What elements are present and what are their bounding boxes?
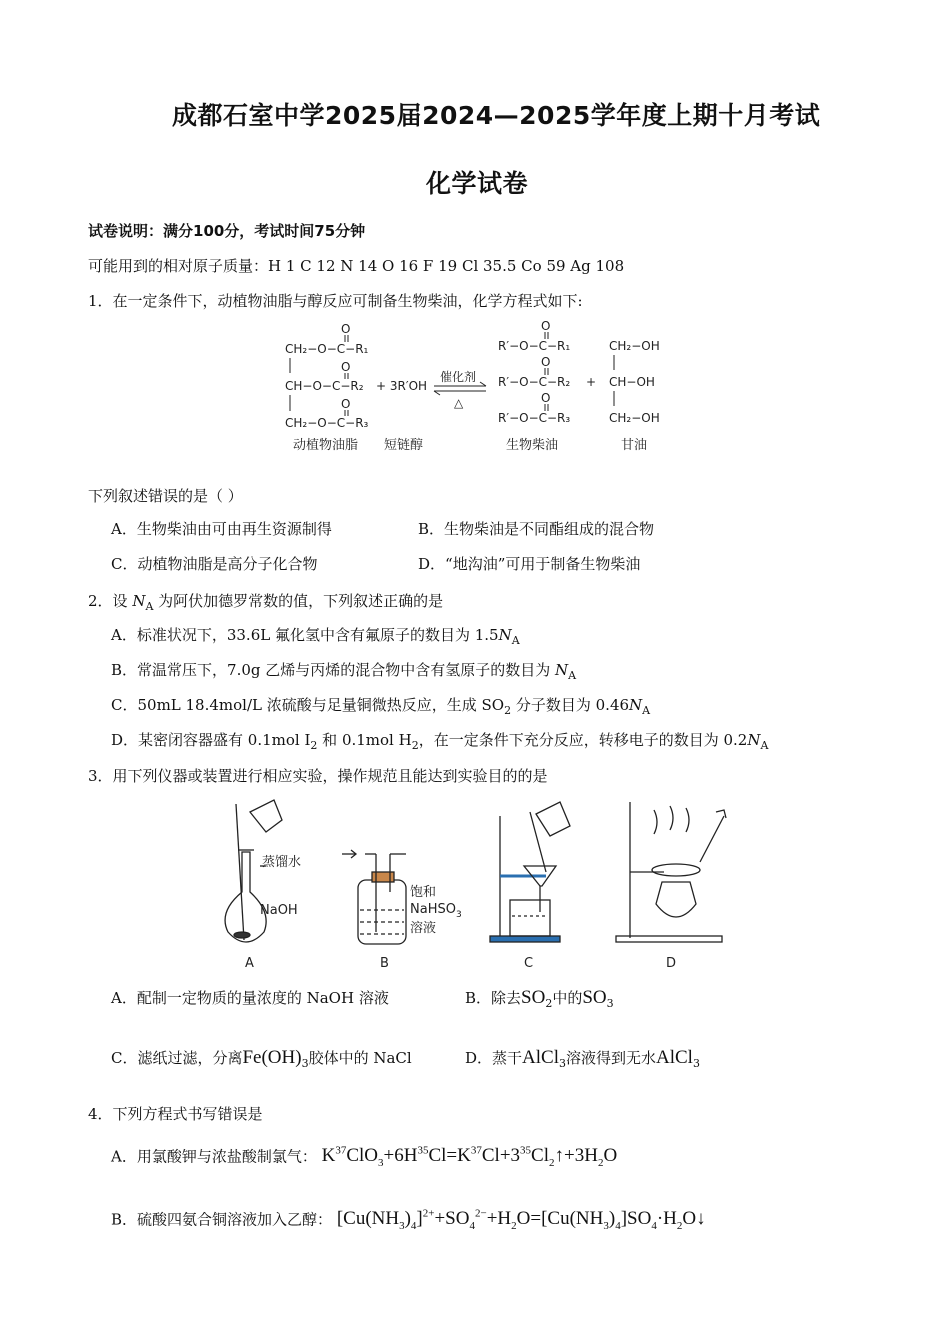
- fat-row2: CH−O−C−R₂: [285, 379, 364, 393]
- apparatus-d: [616, 802, 726, 942]
- q3-option-d[interactable]: D．蒸干AlCl$_3$溶液得到无水AlCl$_3$: [465, 1047, 700, 1070]
- fig-label-b: B: [380, 956, 389, 971]
- q1-stem: 1．在一定条件下，动植物油脂与醇反应可制备生物柴油，化学方程式如下:: [88, 292, 583, 310]
- q4-b-equation: $[Cu(NH_3)_4]^{2+}+SO_4^{2-}+H_2O=[Cu(NH_3)_4]SO_4\cdot H_2O↓$: [336, 1208, 706, 1233]
- q1-option-b[interactable]: B．生物柴油是不同酯组成的混合物: [418, 520, 655, 538]
- label-saturated: 饱和: [410, 885, 437, 900]
- bio-row3: R′−O−C−R₃: [498, 411, 571, 425]
- fig-label-c: C: [524, 956, 534, 971]
- exam-title: 成都石室中学2025届2024—2025学年度上期十月考试: [172, 101, 821, 130]
- label-naoh: NaOH: [260, 903, 298, 918]
- fig-label-a: A: [245, 956, 254, 971]
- q4-stem: 4．下列方程式书写错误是: [88, 1105, 263, 1123]
- alcohol-term: + 3R′OH: [376, 379, 428, 393]
- q4-a-equation: $K^{37}ClO_3+6H^{35}Cl=K^{37}Cl+3^{35}Cl_2↑+3H_2O$: [321, 1145, 618, 1170]
- q3-option-c[interactable]: C．滤纸过滤，分离$Fe(OH)_3$胶体中的 NaCl: [111, 1047, 412, 1070]
- gly-row2: CH−OH: [609, 375, 655, 389]
- q4-option-a[interactable]: A．用氯酸钾与浓盐酸制氯气： $K^{37}ClO_3+6H^{35}Cl=K^{37}Cl+3^{35}Cl_2↑+3H_2O$: [111, 1145, 618, 1170]
- heat-label: △: [454, 396, 464, 410]
- bio-row1: R′−O−C−R₁: [498, 339, 571, 353]
- apparatus-a: [225, 800, 282, 942]
- fat-row3: CH₂−O−C−R₃: [285, 416, 369, 430]
- q1-reaction-figure: [278, 318, 678, 458]
- q1-question: 下列叙述错误的是（ ）: [88, 487, 243, 505]
- q2-option-b[interactable]: B．常温常压下，7.0g 乙烯与丙烯的混合物中含有氢原子的数目为 $N_A$: [111, 661, 577, 682]
- bio-o3: O: [541, 391, 551, 405]
- label-nahso3: NaHSO$_3$: [410, 902, 462, 920]
- bio-o1: O: [541, 319, 551, 333]
- q2-option-c[interactable]: C．50mL 18.4mol/L 浓硫酸与足量铜微热反应，生成 $SO_2$ 分子数目为 $0.46N_A$: [111, 696, 651, 717]
- label-biodiesel: 生物柴油: [506, 438, 559, 453]
- q1-option-a[interactable]: A．生物柴油由可由再生资源制得: [111, 520, 332, 538]
- fat-row1: CH₂−O−C−R₁: [285, 342, 369, 356]
- apparatus-b: [342, 850, 406, 944]
- q3-option-b[interactable]: B．除去$SO_2$中的$SO_3$: [465, 987, 614, 1010]
- gly-row1: CH₂−OH: [609, 339, 660, 353]
- bio-o2: O: [541, 355, 551, 369]
- label-glycerol: 甘油: [621, 438, 648, 453]
- q3-option-a[interactable]: A．配制一定物质的量浓度的 NaOH 溶液: [111, 989, 389, 1007]
- q1-option-d[interactable]: D．“地沟油”可用于制备生物柴油: [418, 555, 641, 573]
- fat-o2: O: [341, 360, 351, 374]
- plus-sign: +: [586, 375, 597, 389]
- q2-option-a[interactable]: A．标准状况下，33.6L 氟化氢中含有氟原子的数目为 $1.5N_A$: [111, 626, 520, 647]
- label-solution: 溶液: [410, 921, 437, 936]
- q3-stem: 3．用下列仪器或装置进行相应实验，操作规范且能达到实验目的的是: [88, 767, 548, 785]
- q2-option-d[interactable]: D．某密闭容器盛有 0.1mol $I_2$ 和 0.1mol $H_2$，在一定条件下充分反应，转移电子的数目为 $0.2N_A$: [111, 731, 769, 752]
- bio-row2: R′−O−C−R₂: [498, 375, 571, 389]
- q4-option-b[interactable]: B．硫酸四氨合铜溶液加入乙醇： $[Cu(NH_3)_4]^{2+}+SO_4^{2-}+H_2O=[Cu(NH_3)_4]SO_4\cdot H_2O↓$: [111, 1208, 706, 1233]
- catalyst-label: 催化剂: [440, 370, 477, 384]
- fat-o1: O: [341, 322, 351, 336]
- exam-note: 试卷说明：满分100分，考试时间75分钟: [88, 222, 366, 240]
- fig-label-d: D: [666, 956, 677, 971]
- q2-stem: 2．设 $N_A$ 为阿伏加德罗常数的值，下列叙述正确的是: [88, 592, 444, 613]
- apparatus-c: [490, 802, 570, 942]
- exam-subtitle: 化学试卷: [426, 169, 529, 198]
- q3-apparatus-figure: [210, 792, 740, 972]
- atomic-masses: 可能用到的相对原子质量：H 1 C 12 N 14 O 16 F 19 Cl 35.5 Co 59 Ag 108: [88, 257, 625, 275]
- label-alcohol: 短链醇: [384, 438, 424, 453]
- label-fat: 动植物油脂: [293, 438, 359, 453]
- fat-o3: O: [341, 397, 351, 411]
- gly-row3: CH₂−OH: [609, 411, 660, 425]
- q1-option-c[interactable]: C．动植物油脂是高分子化合物: [111, 555, 318, 573]
- label-distilled-water: 蒸馏水: [262, 855, 302, 870]
